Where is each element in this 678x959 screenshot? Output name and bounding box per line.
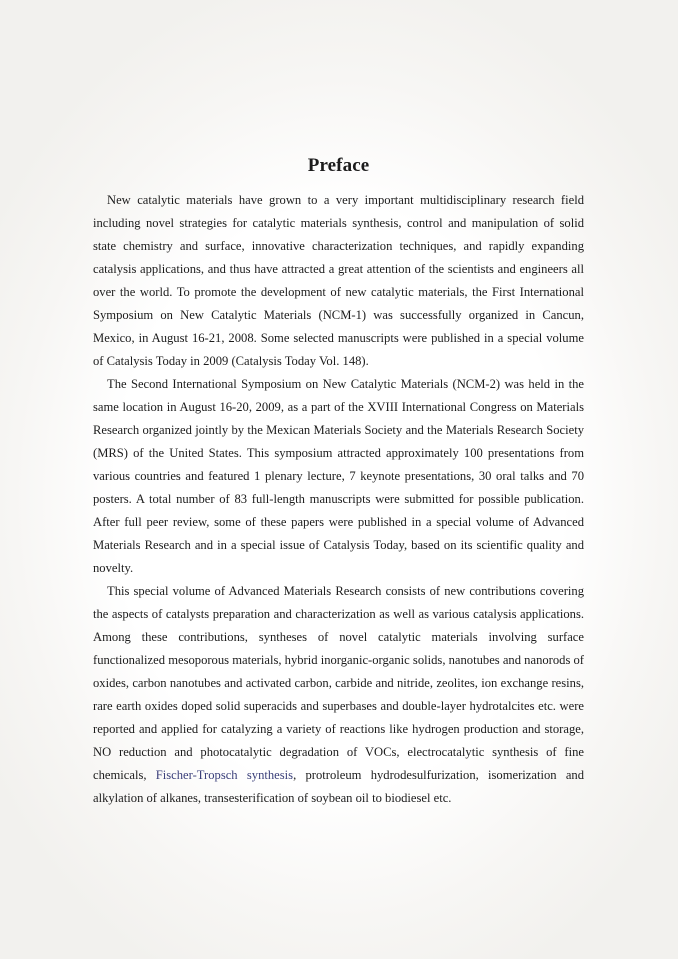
- paragraph-1: New catalytic materials have grown to a very important multidisciplinary research field including novel strategies for catalytic materials synthesis, control and manipulation of solid state chemistry and surface, innovative characterization techniques, and rapidly expanding catalysis applications, and thus have attracted a great attention of the scientists and engineers all over the world. To promote the development of new catalytic materials, the First International Symposium on New Catalytic Materials (NCM-1) was successfully organized in Cancun, Mexico, in August 16-21, 2008. Some selected manuscripts were published in a special volume of Catalysis Today in 2009 (Catalysis Today Vol. 148).: [93, 193, 584, 368]
- paragraph-3: [93, 580, 584, 810]
- preface-page: [93, 153, 584, 810]
- paragraph-3-text-before-link: This special volume of Advanced Materials Research consists of new contributions covering the aspects of catalysts preparation and characterization as well as various catalysis applications. Among these contributions, syntheses of novel catalytic materials involving surface functionalized mesoporous materials, hybrid inorganic-organic solids, nanotubes and nanorods of oxides, carbon nanotubes and activated carbon, carbide and nitride, zeolites, ion exchange resins, rare earth oxides doped solid superacids and superbases and double-layer hydrotalcites etc. were reported and applied for catalyzing a variety of reactions like hydrogen production and storage, NO reduction and photocatalytic degradation of VOCs, electrocatalytic synthesis of fine chemicals,: [93, 584, 584, 782]
- paragraph-2: The Second International Symposium on New Catalytic Materials (NCM-2) was held in the same location in August 16-20, 2009, as a part of the XVIII International Congress on Materials Research organized jointly by the Mexican Materials Society and the Materials Research Society (MRS) of the United States. This symposium attracted approximately 100 presentations from various countries and featured 1 plenary lecture, 7 keynote presentations, 30 oral talks and 70 posters. A total number of 83 full-length manuscripts were submitted for possible publication. After full peer review, some of these papers were published in a special volume of Advanced Materials Research and in a special issue of Catalysis Today, based on its scientific quality and novelty.: [93, 377, 584, 575]
- page-title: Preface: [307, 155, 370, 176]
- paragraph-3-text-after-link: , protroleum hydrodesulfurization, isomerization and alkylation of alkanes, transesterification of soybean oil to biodiesel etc.: [93, 768, 585, 805]
- fischer-tropsch-link[interactable]: Fischer-Tropsch synthesis: [155, 768, 294, 782]
